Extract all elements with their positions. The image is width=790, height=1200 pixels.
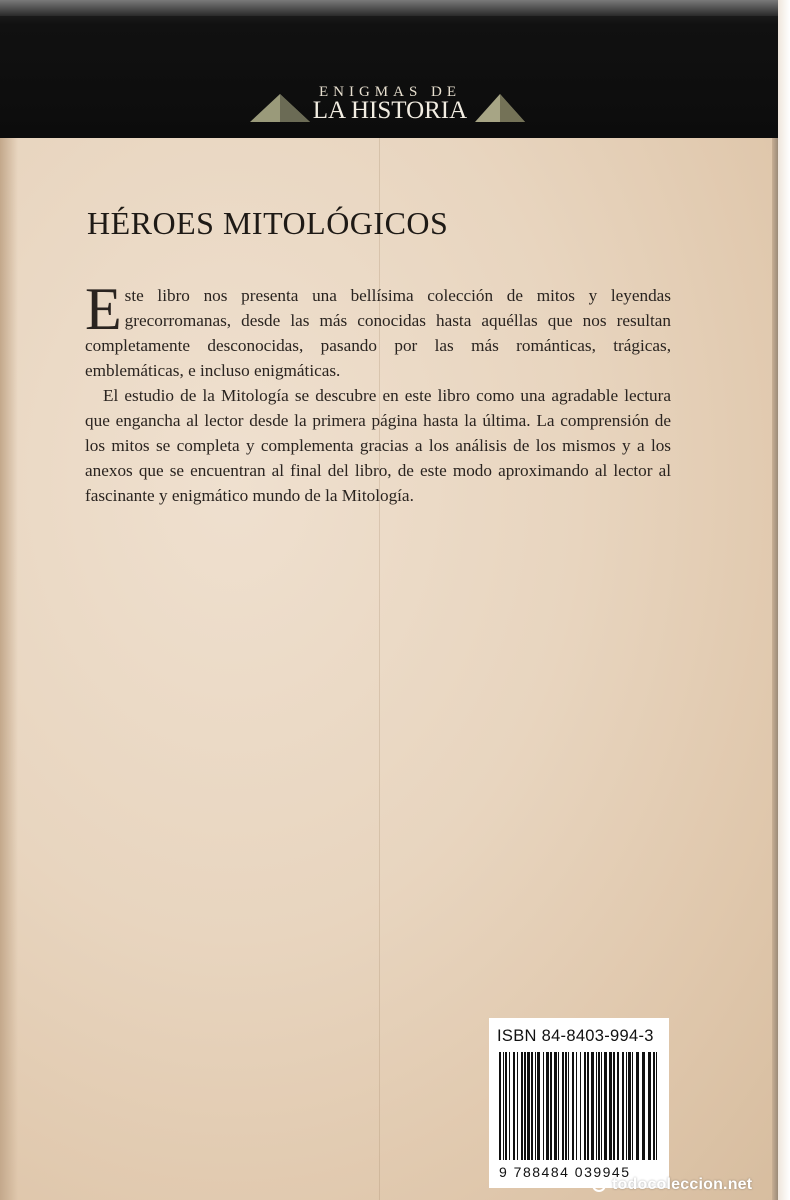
barcode-bar bbox=[636, 1052, 639, 1160]
header-top-gradient bbox=[0, 0, 778, 16]
barcode-bar bbox=[601, 1052, 602, 1160]
barcode-bar bbox=[568, 1052, 569, 1160]
drop-cap: E bbox=[85, 276, 122, 342]
barcode-bar bbox=[648, 1052, 651, 1160]
barcode-bar bbox=[609, 1052, 612, 1160]
barcode-bar bbox=[558, 1052, 559, 1160]
barcode-bar bbox=[505, 1052, 507, 1160]
isbn-number: ISBN 84-8403-994-3 bbox=[497, 1027, 654, 1045]
cover-left-shade bbox=[0, 0, 18, 1200]
barcode-bar bbox=[626, 1052, 627, 1160]
barcode-bar bbox=[535, 1052, 536, 1160]
barcode-bar bbox=[632, 1052, 633, 1160]
barcode-bar bbox=[580, 1052, 581, 1160]
book-title: HÉROES MITOLÓGICOS bbox=[87, 205, 449, 241]
barcode-bar bbox=[591, 1052, 594, 1160]
barcode-bar bbox=[598, 1052, 600, 1160]
barcode-bar bbox=[622, 1052, 624, 1160]
barcode-bar bbox=[543, 1052, 544, 1160]
barcode-bar bbox=[503, 1052, 504, 1160]
logo-top-line: ENIGMAS DE bbox=[318, 84, 462, 100]
barcode-bar bbox=[550, 1052, 552, 1160]
barcode-bar bbox=[584, 1052, 586, 1160]
barcode-bar bbox=[604, 1052, 607, 1160]
barcode-bar bbox=[642, 1052, 645, 1160]
paragraph-1-text: ste libro nos presenta una bellísima colección de mitos y leyendas grecorromanas, desde las más conocidas hasta aquéllas que nos resultan completamente desconocidas, pasando por las más románticas, trágicas, emblemáticas, e incluso enigmáticas. bbox=[85, 286, 671, 380]
series-logo bbox=[250, 84, 530, 124]
barcode-bar bbox=[596, 1052, 597, 1160]
barcode-bar bbox=[546, 1052, 549, 1160]
barcode-image bbox=[497, 1052, 661, 1162]
barcode-bar bbox=[499, 1052, 501, 1160]
barcode-bar bbox=[572, 1052, 574, 1160]
watermark: todocoleccion.net bbox=[612, 1176, 753, 1193]
barcode-bar bbox=[513, 1052, 515, 1160]
description-paragraph-2: El estudio de la Mitología se descubre en este libro como una agradable lectura que engancha al lector desde la primera página hasta la última. La comprensión de los mitos se completa y complementa gracias a los análisis de los mismos y a los anexos que se encuentran al final del libro, de este modo aproximando al lector al fascinante y enigmático mundo de la Mitología. bbox=[85, 386, 671, 505]
background-right-strip bbox=[778, 0, 790, 1200]
barcode-bar bbox=[521, 1052, 523, 1160]
barcode-bar bbox=[576, 1052, 577, 1160]
barcode-bar bbox=[653, 1052, 655, 1160]
logo-main-line: LA HISTORIA bbox=[312, 97, 468, 124]
barcode-bar bbox=[617, 1052, 619, 1160]
barcode-bar bbox=[527, 1052, 530, 1160]
isbn-barcode-label bbox=[489, 1018, 669, 1188]
barcode-bar bbox=[656, 1052, 657, 1160]
header-band bbox=[0, 0, 778, 138]
barcode-bar bbox=[509, 1052, 510, 1160]
barcode-bar bbox=[524, 1052, 526, 1160]
barcode-bar bbox=[562, 1052, 564, 1160]
barcode-bar bbox=[613, 1052, 615, 1160]
ean-digits: 9 788484 039945 bbox=[499, 1164, 631, 1180]
description bbox=[85, 276, 671, 508]
barcode-bar bbox=[531, 1052, 533, 1160]
barcode-bar bbox=[587, 1052, 589, 1160]
barcode-bar bbox=[537, 1052, 540, 1160]
barcode-bar bbox=[628, 1052, 631, 1160]
watermark-logo-icon bbox=[592, 1178, 606, 1192]
description-paragraph-1 bbox=[85, 276, 671, 383]
barcode-bar bbox=[517, 1052, 518, 1160]
barcode-bar bbox=[554, 1052, 557, 1160]
barcode-bar bbox=[565, 1052, 567, 1160]
